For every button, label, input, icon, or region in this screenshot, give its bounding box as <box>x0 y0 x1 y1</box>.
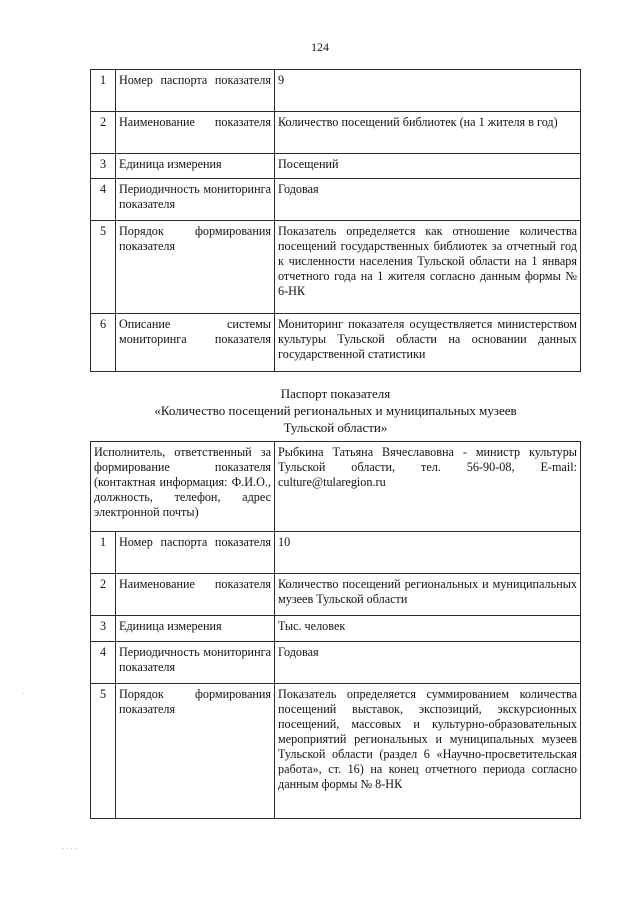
row-value: Количество посещений региональных и муниципальных музеев Тульской области <box>275 574 581 616</box>
indicator-passport-table-10 <box>90 441 581 819</box>
executor-value: Рыбкина Татьяна Вячеславовна - министр культуры Тульской области, тел. 56-90-08, E-mail: culture@tularegion.ru <box>275 442 581 532</box>
row-number: 6 <box>91 314 116 372</box>
heading-line: Тульской области» <box>283 420 388 435</box>
row-label: Наименование показателя <box>116 574 275 616</box>
table-row <box>91 154 581 179</box>
row-value: Тыс. человек <box>275 616 581 642</box>
row-value: 9 <box>275 70 581 112</box>
passport-heading <box>90 385 581 436</box>
row-number: 1 <box>91 532 116 574</box>
row-number: 2 <box>91 574 116 616</box>
row-label: Описание системы мониторинга показателя <box>116 314 275 372</box>
row-number: 1 <box>91 70 116 112</box>
row-value: Мониторинг показателя осуществляется министерством культуры Тульской области на основании данных государственной статистики <box>275 314 581 372</box>
indicator-passport-table-9 <box>90 69 581 372</box>
row-value: Показатель определяется суммированием количества посещений выставок, экспозиций, экскурсионных посещений, массовых и культурно-образовательных мероприятий региональных и муниципальных музеев Тульской области (раздел 6 «Научно-просветительская работа», ст. 16) на конец отчетного периода согласно данным формы № 8-НК <box>275 684 581 819</box>
table-row <box>91 70 581 112</box>
table-row <box>91 532 581 574</box>
row-value: Годовая <box>275 179 581 221</box>
table-row <box>91 221 581 314</box>
table-row <box>91 179 581 221</box>
row-label: Периодичность мониторинга показателя <box>116 642 275 684</box>
row-value: Показатель определяется как отношение количества посещений государственных библиотек за отчетный год к численности населения Тульской области на 1 января отчетного года на 1 жителя согласно данным формы № 6-НК <box>275 221 581 314</box>
executor-label: Исполнитель, ответственный за формирование показателя (контактная информация: Ф.И.О., должность, телефон, адрес электронной почты) <box>91 442 275 532</box>
scan-speck: · · · · <box>62 845 77 853</box>
scan-speck: · <box>22 690 25 698</box>
row-label: Номер паспорта показателя <box>116 532 275 574</box>
row-number: 4 <box>91 179 116 221</box>
row-label: Порядок формирования показателя <box>116 221 275 314</box>
row-value: 10 <box>275 532 581 574</box>
table-row <box>91 616 581 642</box>
row-number: 5 <box>91 684 116 819</box>
row-value: Годовая <box>275 642 581 684</box>
heading-line: Паспорт показателя <box>280 386 391 401</box>
row-number: 3 <box>91 616 116 642</box>
row-number: 5 <box>91 221 116 314</box>
table-row <box>91 442 581 532</box>
row-number: 3 <box>91 154 116 179</box>
row-label: Порядок формирования показателя <box>116 684 275 819</box>
table-row <box>91 642 581 684</box>
row-label: Номер паспорта показателя <box>116 70 275 112</box>
row-number: 2 <box>91 112 116 154</box>
table-row <box>91 574 581 616</box>
page-number: 124 <box>311 40 329 54</box>
heading-line: «Количество посещений региональных и муниципальных музеев <box>154 403 517 418</box>
row-label: Наименование показателя <box>116 112 275 154</box>
row-label: Периодичность мониторинга показателя <box>116 179 275 221</box>
row-number: 4 <box>91 642 116 684</box>
row-label: Единица измерения <box>116 154 275 179</box>
table-row <box>91 684 581 819</box>
row-value: Посещений <box>275 154 581 179</box>
row-label: Единица измерения <box>116 616 275 642</box>
table-row <box>91 112 581 154</box>
table-row <box>91 314 581 372</box>
row-value: Количество посещений библиотек (на 1 жителя в год) <box>275 112 581 154</box>
